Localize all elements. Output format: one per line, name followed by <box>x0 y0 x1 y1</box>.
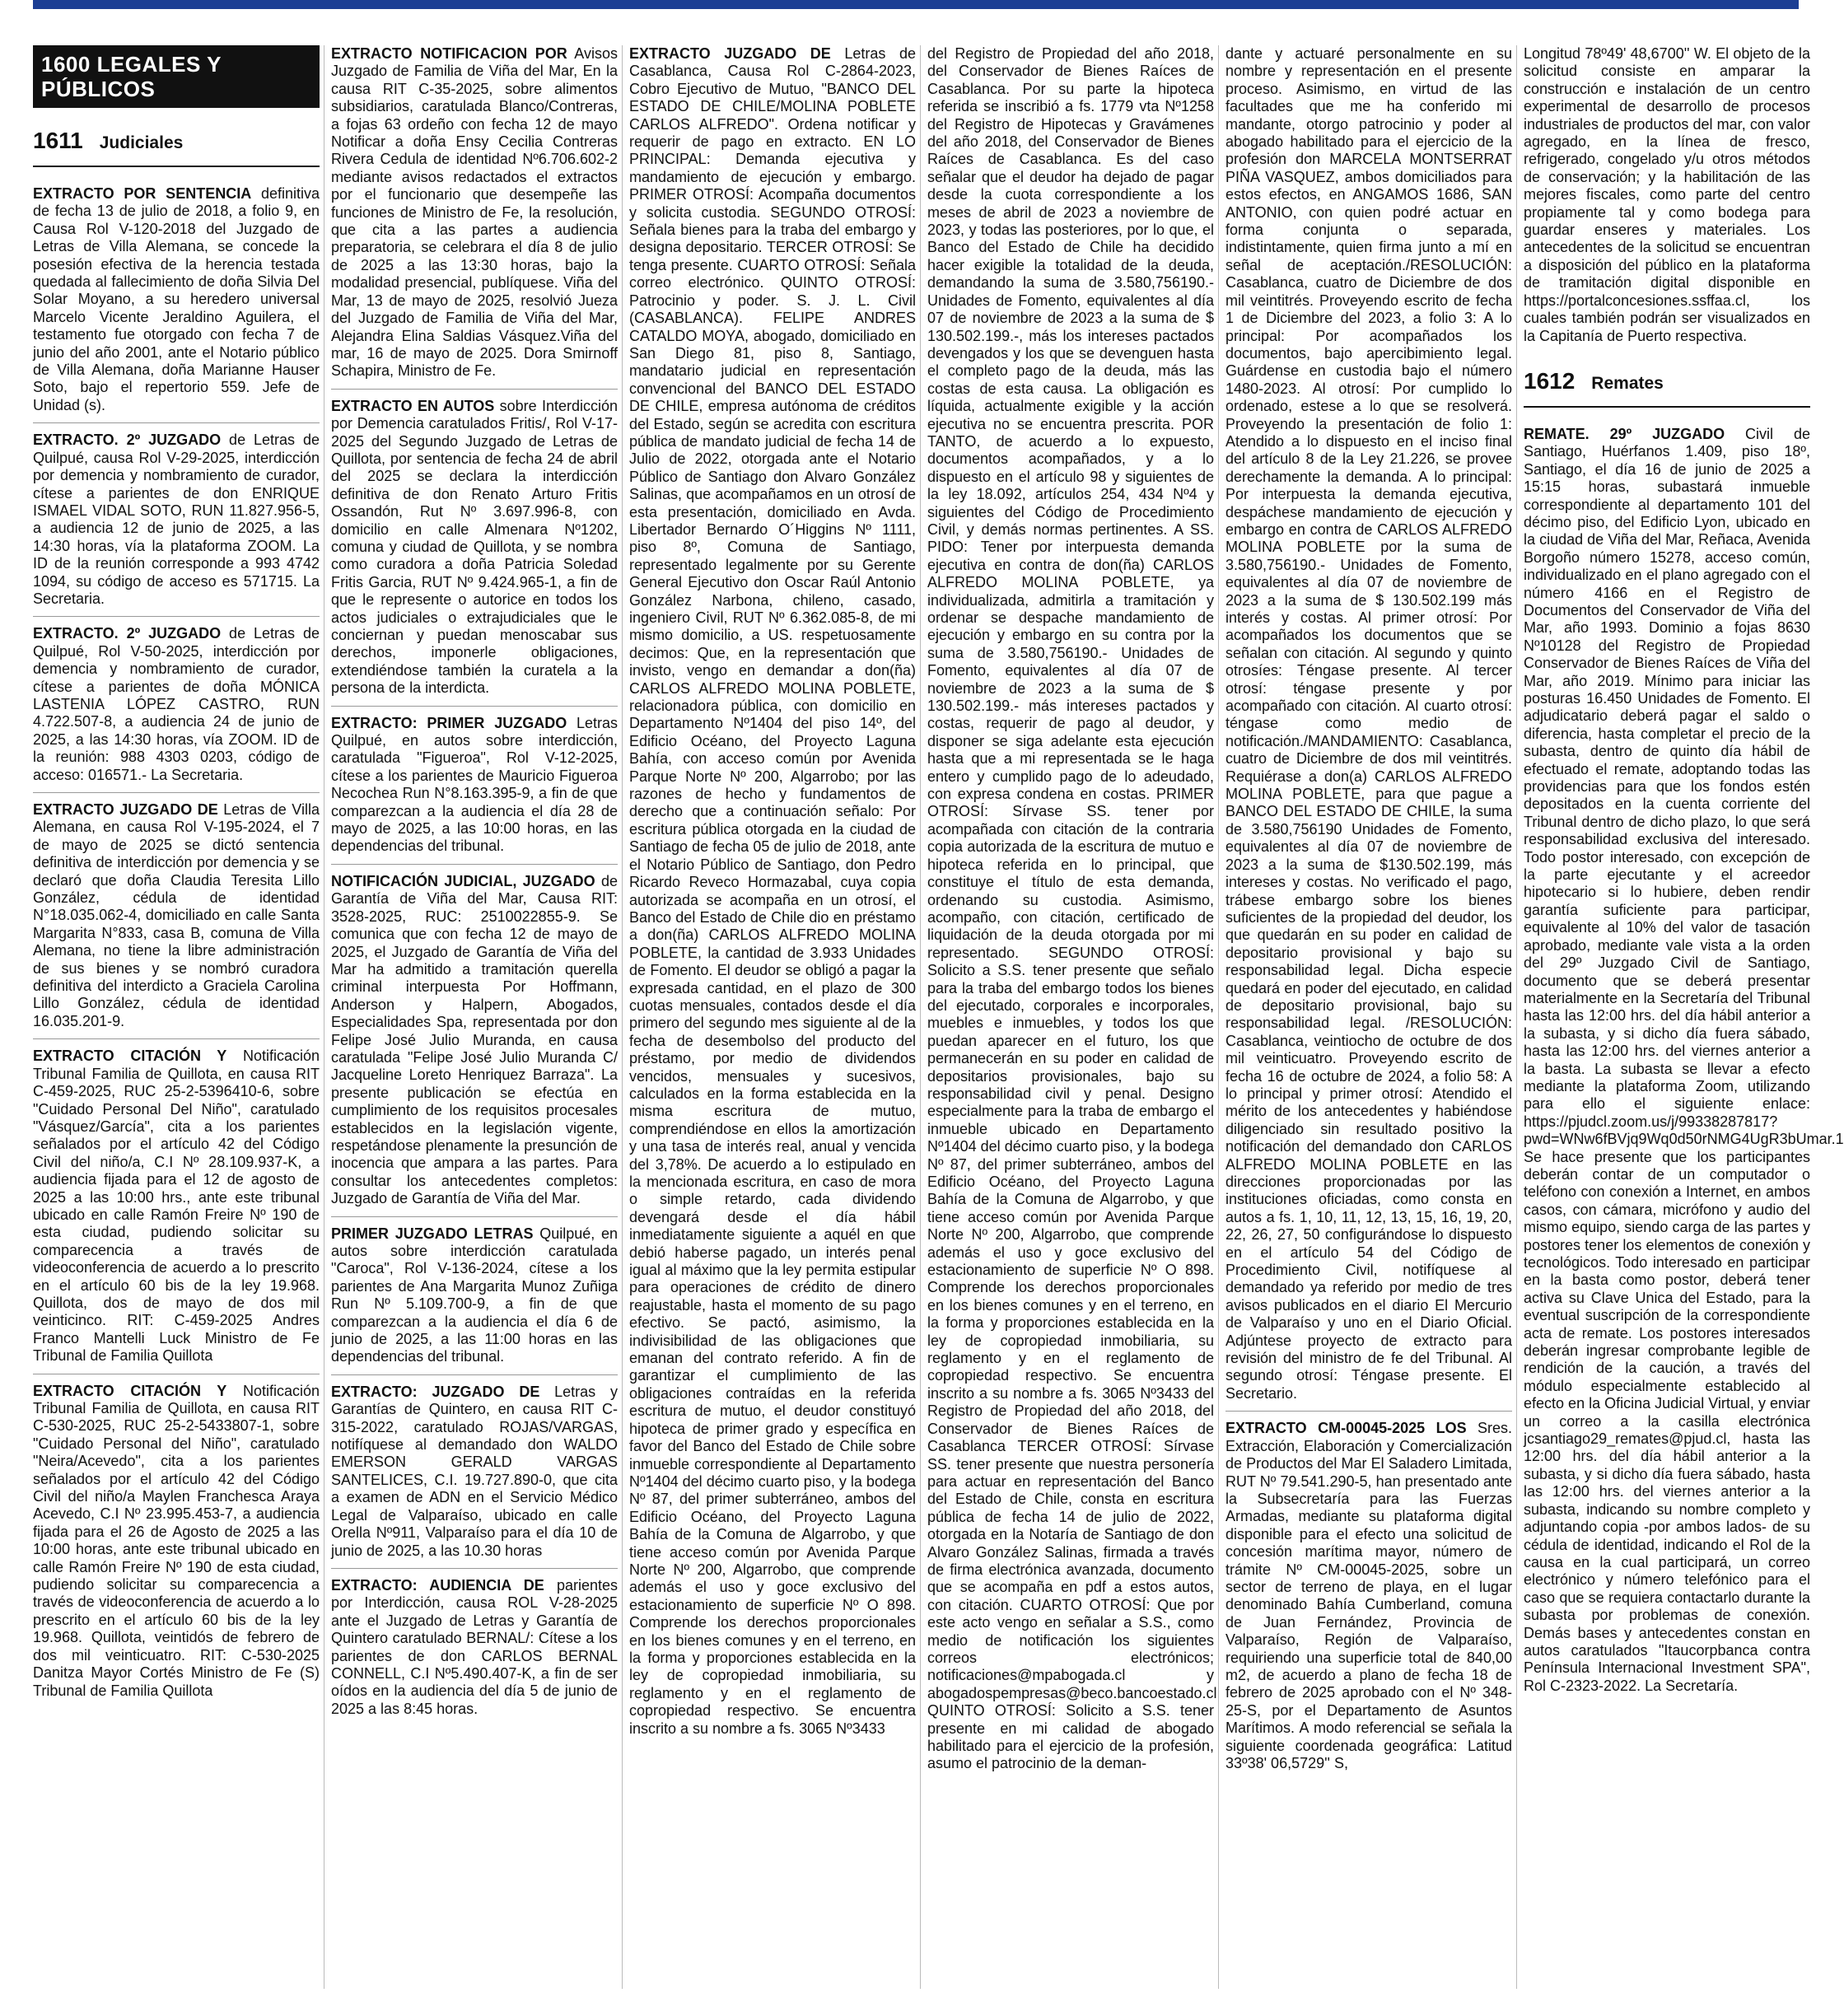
notice-heading: EXTRACTO JUZGADO DE <box>33 801 218 818</box>
column-divider <box>622 45 623 1989</box>
notice-list <box>1225 45 1512 1772</box>
subsection-label: Remates <box>1591 373 1664 393</box>
section-title: LEGALES Y PÚBLICOS <box>41 52 222 101</box>
column-1 <box>33 45 320 1989</box>
notice-heading: NOTIFICACIÓN JUDICIAL, JUZGADO <box>331 872 595 889</box>
notice-heading: PRIMER JUZGADO LETRAS <box>331 1225 534 1242</box>
column-6 <box>1524 45 1844 1989</box>
notice-body: Notificación Tribunal Familia de Quillota, en causa RIT C-459-2025, RUC 25-2-5396410-6, sobre "Cuidado Personal Del Niño", caratulado "Vásquez/García", cita a los parientes señalados por el artículo 42 del Código Civil del niño/a, C.I Nº 28.109.937-K, a audiencia fijada para el 12 de agosto de 2025 a las 10:00 hrs., ante este tribunal ubicado en calle Ramón Freire Nº 190 de esta ciudad, pudiendo solicitar su comparecencia a través de videoconferencia de acuerdo a lo prescrito en el artículo 60 bis de la ley 19.968. Quillota, dos de mayo de dos mil veinticinco. RIT: C-459-2025 Andres Franco Mantelli Luck Ministro de Fe Tribunal de Familia Quillota <box>33 1048 320 1365</box>
notice-body: del Registro de Propiedad del año 2018, del Conservador de Bienes Raíces de Casablanca. Por su parte la hipoteca referida se inscribió a fs. 1779 vta Nº1258 del Registro de Hipotecas y Gravámenes del año 2018, del Conservador de Bienes Raíces de Casablanca. Es del caso señalar que el deudor ha dejado de pagar desde la cuota correspondiente a los meses de abril de 2023 a noviembre de 2023, y todas las posteriores, por lo que, el Banco del Estado de Chile ha decidido hacer exigible la totalidad de la deuda, demandando la suma de 3.580,756190.- Unidades de Fomento, equivalentes al día 07 de noviembre de 2023 a la suma de $ 130.502.199.-, más los intereses pactados devengados y los que se devenguen hasta el completo pago de la deuda, más las costas de esta causa. La obligación es líquida, actualmente exigible y la acción ejecutiva no se encuentra prescrita. POR TANTO, de acuerdo a lo expuesto, documentos acompañados, y a lo dispuesto en el artículo 98 y siguientes de la ley 18.092, artículos 254, 434 Nº4 y siguientes del Código de Procedimiento Civil, y demás normas pertinentes. A SS. PIDO: Tener por interpuesta demanda ejecutiva en contra de don(ña) CARLOS ALFREDO MOLINA POBLETE, ya individualizada, admitirla a tramitación y ordenar se despache mandamiento de ejecución y embargo en su contra por la suma de 3.580,756190.- Unidades de Fomento, equivalentes al día 07 de noviembre de 2023 a la suma de $ 130.502.199.- más intereses pactados y costas, requerir de pago al deudor, y disponer se siga adelante esta ejecución hasta que a mi representada se le haga entero y cumplido pago de lo adeudado, con expresa condena en costas. PRIMER OTROSÍ: Sírvase SS. tener por acompañada con citación de la contraria copia autorizada de la escritura de mutuo e hipoteca referida en lo principal, que constituye el título de esta demanda, ordenando su custodia. Asimismo, acompaño, con citación, certificado de liquidación de la deuda otorgada por mi representado. SEGUNDO OTROSÍ: Solicito a S.S. tener presente que señalo para la traba del embargo todos los bienes del ejecutado, corporales e incorporales, muebles e inmuebles, y todos los que puedan aparecer en el futuro, los que permanecerán en su poder en calidad de depositarios provisionales, bajo su responsabilidad civil y penal. Designo especialmente para la traba de embargo el inmueble ubicado en Departamento Nº1404 del décimo cuarto piso, y la bodega Nº 87, del primer subterráneo, ambos del Edificio Océano, del Proyecto Laguna Bahía de la Comuna de Algarrobo, y que tiene acceso común por Avenida Parque Norte Nº 200, Algarrobo, que comprende además el uso y goce exclusivo del estacionamiento de superficie Nº O 898. Comprende los derechos proporcionales en los bienes comunes y en el terreno, en la forma y proporciones establecida en la ley de copropiedad inmobiliaria, su reglamento y en el reglamento de copropiedad respectivo. Se encuentra inscrito a su nombre a fs. 3065 Nº3433 del Registro de Propiedad del año 2018, del Conservador de Bienes Raíces de Casablanca TERCER OTROSÍ: Sírvase SS. tener presente que nuestra personería para actuar en representación del Banco del Estado de Chile, consta en escritura pública de fecha 14 de julio de 2022, otorgada en la Notaría de Santiago de don Alvaro González Salinas, firmada a través de firma electrónica avanzada, documento que se acompaña en pdf a estos autos, con citación. CUARTO OTROSÍ: Que por este acto vengo en señalar a S.S., como medio de notificación los siguientes correos electrónicos; notificaciones@mpabogada.cl y abogadospempresas@beco.bancoestado.cl QUINTO OTROSÍ: Solicito a S.S. tener presente en mi calidad de abogado habilitado para el ejercicio de la profesión, asumo el patrocinio de la deman- <box>927 45 1217 1772</box>
notice-heading: EXTRACTO JUZGADO DE <box>629 45 831 62</box>
column-5 <box>1225 45 1512 1989</box>
notice-heading: EXTRACTO: AUDIENCIA DE <box>331 1576 544 1594</box>
notice-body: dante y actuaré personalmente en su nombre y representación en el presente proceso. Asimismo, en virtud de las facultades que me ha conferido mi mandante, otorgo patrocinio y poder al abogado habilitado para el ejercicio de la profesión don MARCELA MONTSERRAT PIÑA VASQUEZ, ambos domiciliados para estos efectos, en ANGAMOS 1686, SAN ANTONIO, con quien podré actuar en forma conjunta o separada, indistintamente, quien firma junto a mí en señal de aceptación./RESOLUCIÓN: Casablanca, cuatro de Diciembre de dos mil veintitrés. Proveyendo escrito de fecha 1 de Diciembre del 2023, a folio 3: A lo principal: Por acompañados los documentos, bajo apercibimiento legal. Guárdense en custodia bajo el número 1480-2023. Al otrosí: Por cumplido lo ordenado, estese a lo que se resolverá. Proveyendo la presentación de folio 1: Atendido a lo dispuesto en el inciso final del artículo 8 de la Ley 21.226, se provee derechamente la demanda. A lo principal: Por interpuesta la demanda ejecutiva, despáchese mandamiento de ejecución y embargo en contra de CARLOS ALFREDO MOLINA POBLETE por la suma de 3.580,756190.- Unidades de Fomento, equivalentes al día 07 de noviembre de 2023 a la suma de $ 130.502.199 más interés y costas. Al primer otrosí: Por acompañados los documentos que se señalan con citación. Al segundo y quinto otrosíes: Téngase presente. Al tercer otrosí: téngase presente y por acompañado con citación. Al cuarto otrosí: téngase como medio de notificación./MANDAMIENTO: Casablanca, cuatro de Diciembre de dos mil veintitrés. Requiérase a don(a) CARLOS ALFREDO MOLINA POBLETE, para que pague a BANCO DEL ESTADO DE CHILE, la suma de 3.580,756190 Unidades de Fomento, equivalentes al día 07 de noviembre de 2023 a la suma de $130.502.199, más intereses y costas. No verificado el pago, trábese embargo sobre los bienes suficientes de la propiedad del deudor, los que quedarán en su poder en calidad de depositario provisional y bajo su responsabilidad legal. Dicha especie quedará en poder del ejecutado, en calidad de depositario provisional, bajo su responsabilidad legal. /RESOLUCIÓN: Casablanca, veintiocho de octubre de dos mil veinticuatro. Proveyendo escrito de fecha 16 de octubre de 2024, a folio 58: A lo principal y primer otrosí: Atendido el mérito de los antecedentes y habiéndose diligenciado sin resultado positivo la notificación del demandado don CARLOS ALFREDO MOLINA POBLETE en las direcciones proporcionadas por las instituciones oficiadas, como consta en autos a fs. 1, 10, 11, 12, 13, 15, 16, 19, 20, 22, 26, 27, 50 configurándose lo dispuesto en el artículo 54 del Código de Procedimiento Civil, notifíquese al demandado ya referido por medio de tres avisos publicados en el diario El Mercurio de Valparaíso y uno en el Diario Oficial. Adjúntese proyecto de extracto para revisión del ministro de fe del Tribunal. Al segundo otrosí: Téngase presente. El Secretario. <box>1225 45 1512 1402</box>
notice-body: sobre Interdicción por Demencia caratulados Fritis/, Rol V-17-2025 del Segundo Juzgado de Letras de Quillota, por sentencia de fecha 24 de abril del 2025 se declara la interdicción definitiva de don Renato Arturo Fritis Ossandón, Rut Nº 3.697.996-8, con domicilio en calle Almenara Nº1202, comuna y ciudad de Quillota, y se nombra como curadora a doña Patricia Soledad Fritis Garcia, RUT Nº 9.424.965-1, a fin de que le represente o autorice en todos los actos judiciales o extrajudiciales que le conciernan y puedan menoscabar sus derechos, imponerle obligaciones, extendiéndose también la curatela a la persona de la interdicta. <box>331 397 618 697</box>
notice-body: Quilpué, en autos sobre interdicción caratulada "Caroca", Rol V-136-2024, cítese a los parientes de Ana Margarita Munoz Zuñiga Run Nº 5.109.700-9, a fin de que comparezcan a la audiencia el día 6 de junio de 2025, a las 11:00 horas en las dependencias del tribunal. <box>331 1225 618 1365</box>
subsection-label: Judiciales <box>99 133 184 152</box>
notice-heading: EXTRACTO POR SENTENCIA <box>33 185 252 202</box>
notice-body: definitiva de fecha 13 de julio de 2018, a folio 9, en Causa Rol V-120-2018 del Juzgado de Letras de Villa Alemana, se concede la posesión efectiva de la herencia testada quedada al fallecimiento de doña Silvia Del Solar Moyano, a su heredero universal Marcelo Vicente Jeraldino Aguilera, el testamento fue otorgado con fecha 7 de junio del año 2001, ante el Notario público de Villa Alemana, doña Marianne Hauser Soto, bajo el repertorio 559. Jefe de Unidad (s). <box>33 185 320 413</box>
legal-notice <box>629 45 916 1738</box>
notice-heading: EXTRACTO NOTIFICACION POR <box>331 45 567 62</box>
legal-notice <box>331 1568 618 1718</box>
notice-heading: EXTRACTO. 2º JUZGADO <box>33 432 222 449</box>
subsection-header-judiciales <box>33 128 320 167</box>
notice-list <box>1524 425 1844 1695</box>
column-divider <box>920 45 921 1989</box>
legal-notice <box>33 1038 320 1365</box>
section-number: 1600 <box>41 52 91 77</box>
notice-heading: EXTRACTO CM-00045-2025 LOS <box>1225 1420 1467 1437</box>
notice-body: Civil de Santiago, Huérfanos 1.409, piso 18º, Santiago, el día 16 de junio de 2025 a 15:15 horas, subastará inmueble correspondiente al departamento 101 del décimo piso, del Edificio Lyon, ubicado en la ciudad de Viña del Mar, Reñaca, Avenida Borgoño número 15278, acceso común, individualizado en el plano agregado con el número 4166 en el Registro de Documentos del Conservador de Viña del Mar, año 1993. Dominio a fojas 8630 Nº10128 del Registro de Propiedad Conservador de Bienes Raíces de Viña del Mar, año 2019. Mínimo para iniciar las posturas 16.450 Unidades de Fomento. El adjudicatario deberá pagar el saldo o diferencia, hasta completar el precio de la subasta, dentro de quinto día hábil de efectuado el remate, adoptando todas las providencias para que los fondos estén depositados en la cuenta corriente del Tribunal dentro de dicho plazo, lo que será responsabilidad exclusiva del interesado. Todo postor interesado, con excepción de la parte ejecutante y el acreedor hipotecario si lo hubiere, deben rendir garantía suficiente para participar, equivalente al 10% del valor de tasación aprobado, mediante vale vista a la orden del 29º Juzgado Civil de Santiago, documento que se deberá presentar materialmente en la Secretaría del Tribunal hasta las 12:00 hrs. del día hábil anterior a la subasta, y si dicho día fuera sábado, hasta las 12:00 hrs. del viernes anterior a la basta. La subasta se llevar a efecto mediante la plataforma Zoom, utilizando para ello el siguiente enlace: https://pjudcl.zoom.us/j/99338287817?pwd=WNw6fBVjq9Wq0d50rNMG4UgR3bUmar.1 Se hace presente que los participantes deberán contar de un computador o teléfono con conexión a Internet, en ambos casos, con cámara, micrófono y audio del mismo equipo, siendo carga de las partes y postores tener los elementos de conexión y tecnológicos. Todo interesado en participar en la basta como postor, deberá tener activa su Clave Unica del Estado, para la eventual suscripción de la correspondiente acta de remate. Los postores interesados deberán ingresar comprobante legible de rendición de la caución, a través del módulo especialmente establecido al efecto en la Oficina Judicial Virtual, y enviar un correo a la casilla electrónica jcsantiago29_remates@pjud.cl, hasta las 12:00 hrs. del día hábil anterior a la subasta, y si dicho día fuera sábado, hasta las 12:00 hrs. del viernes anterior a la subasta, indicando su nombre completo y adjuntando copia -por ambos lados- de su cédula de identidad, indicando el Rol de la causa en la cual participará, un correo electrónico y número telefónico para el caso que se requiera contactarlo durante la subasta por problemas de conexión. Demás bases y antecedentes constan en autos caratulados "Itaucorpbanca contra Península Internacional Investment SPA", Rol C-2323-2022. La Secretaría. <box>1524 425 1844 1694</box>
legal-notice <box>1524 45 1810 345</box>
notice-heading: EXTRACTO. 2º JUZGADO <box>33 625 222 642</box>
legal-notice <box>331 1216 618 1366</box>
notice-body: Letras y Garantías de Quintero, en causa RIT C-315-2022, caratulado ROJAS/VARGAS, notifíquese al demandado don WALDO EMERSON GERALD VARGAS SANTELICES, C.I. 19.727.890-0, que cita a examen de ADN en el Servicio Médico Legal de Valparaíso, ubicado en calle Orella Nº911, Valparaíso para el día 10 de junio de 2025, a las 10.30 horas <box>331 1383 618 1559</box>
notice-heading: EXTRACTO: JUZGADO DE <box>331 1383 540 1400</box>
notice-body: de Letras de Quilpué, Rol V-50-2025, interdicción por demencia y nombramiento de curador, cítese a parientes de doña MÓNICA LASTENIA LÓPEZ CASTRO, RUN 4.722.507-8, a audiencia 24 de junio de 2025, a las 14:30 horas, vía ZOOM. ID de la reunión: 988 4303 0203, código de acceso: 016571.- La Secretaria. <box>33 625 320 783</box>
section-header <box>33 45 320 108</box>
notice-list <box>1524 45 1810 345</box>
legal-notice <box>33 792 320 1030</box>
legal-notice <box>1225 1411 1512 1772</box>
notice-heading: REMATE. 29º JUZGADO <box>1524 425 1725 442</box>
subsection-number: 1611 <box>33 128 83 153</box>
legal-notice <box>1524 425 1844 1695</box>
legal-notice <box>1225 45 1512 1402</box>
notice-heading: EXTRACTO CITACIÓN Y <box>33 1048 227 1065</box>
legal-notice <box>33 185 320 414</box>
legal-notice <box>33 422 320 608</box>
legal-notice <box>331 1374 618 1560</box>
notice-list <box>629 45 916 1738</box>
column-divider <box>1516 45 1517 1989</box>
notice-body: Letras Quilpué, en autos sobre interdicción, caratulada "Figueroa", Rol V-12-2025, cítese a los parientes de Mauricio Figueroa Necochea Run N°8.163.395-9, a fin de que comparezcan a la audiencia el día 28 de mayo de 2025, a las 10:00 horas, en las dependencias del tribunal. <box>331 714 618 855</box>
notice-heading: EXTRACTO EN AUTOS <box>331 397 495 414</box>
column-divider <box>1218 45 1219 1989</box>
notice-body: de Letras de Quilpué, causa Rol V-29-2025, interdicción por demencia y nombramiento de curador, cítese a parientes de don ENRIQUE ISMAEL VIDAL SOTO, RUN 11.827.956-5, a audiencia 12 de junio de 2025, a las 14:30 horas, vía la plataforma ZOOM. La ID de la reunión corresponde a 993 4742 1094, su código de acceso es 571715. La Secretaria. <box>33 432 320 607</box>
notice-body: Sres. Extracción, Elaboración y Comercialización de Productos del Mar El Saladero Limitada, RUT Nº 79.541.290-5, han presentado ante la Subsecretaría para las Fuerzas Armadas, mediante su plataforma digital disponible para el efecto una solicitud de concesión marítima mayor, número de trámite Nº CM-00045-2025, sobre un sector de terreno de playa, en el lugar denominado Bahía Cumberland, comuna de Juan Fernández, Provincia de Valparaíso, Región de Valparaíso, requiriendo una superficie total de 840,00 m2, de acuerdo a plano de fecha 18 de febrero de 2025 aprobado con el Nº 348-25-S, por el Departamento de Asuntos Marítimos. A modo referencial se señala la siguiente coordenada geográfica: Latitud 33º38' 06,5729'' S, <box>1225 1420 1512 1771</box>
column-4 <box>927 45 1217 1989</box>
legal-notice <box>927 45 1217 1773</box>
notice-heading: EXTRACTO CITACIÓN Y <box>33 1382 227 1399</box>
legal-notice <box>331 864 618 1208</box>
top-brand-bar <box>33 0 1799 9</box>
legal-notice <box>331 706 618 856</box>
notice-body: de Garantía de Viña del Mar, Causa RIT: 3528-2025, RUC: 2510022855-9. Se comunica que con fecha 12 de mayo de 2025, el Juzgado de Garantía de Viña del Mar ha admitido a tramitación querella criminal interpuesta Por Hoffmann, Anderson y Halpern, Abogados, Especialidades Spa, representada por don Felipe José Julio Muranda, en causa caratulada "Felipe José Julio Muranda C/ Jacqueline Loreto Henriquez Barraza". La presente publicación se efectúa en cumplimiento de los requisitos procesales establecidos en la legislación vigente, respetándose plenamente la presunción de inocencia que ampara a las partes. Para consultar los antecedentes completos: Juzgado de Garantía de Viña del Mar. <box>331 872 618 1207</box>
notice-list <box>33 185 320 1700</box>
subsection-header-remates <box>1524 368 1810 408</box>
notice-body: Avisos Juzgado de Familia de Viña del Mar, En la causa RIT C-35-2025, sobre alimentos subsidiarios, caratulada Blanco/Contreras, a fojas 63 ordeño con fecha 12 de mayo Notificar a doña Ensy Cecilia Contreras Rivera Cedula de identidad Nº6.706.602-2 mediante avisos redactados el extractos por el funcionario que desempeñe las funciones de Ministro de Fe, la resolución, que cita a las partes a audiencia preparatoria, se celebrara el día 8 de julio de 2025 a las 13:30 horas, bajo la modalidad presencial, publíquese. Viña del Mar, 13 de mayo de 2025, resolvió Jueza del Juzgado de Familia de Viña del Mar, Alejandra Elina Saldias Vásquez.Viña del mar, 16 de mayo de 2025. Dora Smirnoff Schapira, Ministro de Fe. <box>331 45 618 380</box>
notice-body: Letras de Villa Alemana, en causa Rol V-195-2024, el 7 de mayo de 2025 se dictó sentencia definitiva de interdicción por demencia y se declaró que doña Claudia Teresita Lillo González, cédula de identidad N°18.035.062-4, domiciliado en calle Santa Margarita N°833, casa B, comuna de Villa Alemana, no tiene la libre administración de sus bienes y se nombró curadora definitiva del interdicto a Graciela Carolina Lillo González, cédula de identidad 16.035.201-9. <box>33 801 320 1029</box>
notice-body: Notificación Tribunal Familia de Quillota, en causa RIT C-530-2025, RUC 25-2-5433807-1, sobre "Cuidado Personal del Niño", caratulado "Neira/Acevedo", cita a los parientes señalados por el artículo 42 del Código Civil del niño/a Maylen Franchesca Araya Acevedo, C.I Nº 23.995.453-7, a audiencia fijada para el 26 de Agosto de 2025 a las 10:00 horas, ante este tribunal ubicado en calle Ramón Freire Nº 190 de esta ciudad, pudiendo solicitar su comparecencia a través de videoconferencia de acuerdo a lo prescrito en el artículo 60 bis de la ley 19.968. Quillota, veintidós de febrero de dos mil veinticuatro. RIT: C-530-2025 Danitza Mayor Cortés Ministro de Fe (S) Tribunal de Familia Quillota <box>33 1382 320 1699</box>
legal-notice <box>33 1374 320 1700</box>
legal-notice <box>331 45 618 380</box>
legal-notice <box>331 389 618 698</box>
column-2 <box>331 45 618 1989</box>
notice-heading: EXTRACTO: PRIMER JUZGADO <box>331 714 567 731</box>
notice-list <box>331 45 618 1718</box>
notice-body: parientes por Interdicción, causa ROL V-28-2025 ante el Juzgado de Letras y Garantía de Quintero caratulado BERNAL/: Cítese a los parientes de don CARLOS BERNAL CONNELL, C.I Nº5.490.407-K, a fin de ser oídos en la audiencia del día 5 de junio de 2025 a las 8:45 horas. <box>331 1576 618 1717</box>
legal-notice <box>33 616 320 784</box>
subsection-number: 1612 <box>1524 367 1576 394</box>
column-3 <box>629 45 916 1989</box>
notice-list <box>927 45 1217 1773</box>
notice-body: Letras de Casablanca, Causa Rol C-2864-2023, Cobro Ejecutivo de Mutuo, "BANCO DEL ESTADO DE CHILE/MOLINA POBLETE CARLOS ALFREDO". Ordena notificar y requerir de pago en extracto. EN LO PRINCIPAL: Demanda ejecutiva y mandamiento de ejecución y embargo. PRIMER OTROSÍ: Acompaña documentos y solicita custodia. SEGUNDO OTROSÍ: Señala bienes para la traba del embargo y designa depositario. TERCER OTROSÍ: Se tenga presente. CUARTO OTROSÍ: Señala correo electrónico. QUINTO OTROSÍ: Patrocinio y poder. S. J. L. Civil (CASABLANCA). FELIPE ANDRES CATALDO MOYA, abogado, domiciliado en San Diego 81, piso 8, Santiago, mandatario judicial en representación convencional del BANCO DEL ESTADO DE CHILE, empresa autónoma de créditos del Estado, según se acredita con escritura pública de mandato judicial de fecha 14 de Julio de 2022, otorgada ante el Notario Público de Santiago don Alvaro González Salinas, que acompañamos en un otrosí de esta presentación, domiciliado en Avda. Libertador Bernardo O´Higgins Nº 1111, piso 8º, Comuna de Santiago, representado legalmente por su Gerente General Ejecutivo don Oscar Raúl Antonio González Narbona, chileno, casado, ingeniero Civil, RUT Nº 6.362.085-8, de mi mismo domicilio, a US. respetuosamente decimos: Que, en la representación que invisto, vengo en demandar a don(ña) CARLOS ALFREDO MOLINA POBLETE, relacionadora pública, con domicilio en Departamento Nº1404 del piso 14º, del Edificio Océano, del Proyecto Laguna Bahía, con acceso común por Avenida Parque Norte Nº 200, Algarrobo; por las razones de hecho y fundamentos de derecho que a continuación señalo: Por escritura pública otorgada en la ciudad de Santiago de fecha 05 de julio de 2018, ante el Notario Público de Santiago, don Pedro Ricardo Reveco Hormazabal, cuya copia autorizada se acompaña en un otrosí, el Banco del Estado de Chile dio en préstamo a don(ña) CARLOS ALFREDO MOLINA POBLETE, la cantidad de 3.933 Unidades de Fomento. El deudor se obligó a pagar la expresada cantidad, en el plazo de 300 cuotas mensuales, contados desde el día primero del segundo mes siguiente al de la fecha de desembolso del producto del préstamo, por medio de dividendos vencidos, mensuales y sucesivos, calculados en la forma establecida en la misma escritura de mutuo, comprendiéndose en ellos la amortización y una tasa de interés real, anual y vencida del 3,78%. De acuerdo a lo estipulado en la mencionada escritura, en caso de mora o simple retardo, cada dividendo devengará desde el día hábil inmediatamente siguiente a aquél en que debió haberse pagado, un interés penal igual al máximo que la ley permita estipular para operaciones de crédito de dinero reajustable, hasta el momento de su pago efectivo. Se pactó, asimismo, la indivisibilidad de las obligaciones que emanan del contrato referido. A fin de garantizar el cumplimiento de las obligaciones contraídas en la referida escritura de mutuo, el deudor constituyó hipoteca de primer grado y específica en favor del Banco del Estado de Chile sobre inmueble correspondiente al Departamento Nº1404 del décimo cuarto piso, y la bodega Nº 87, del primer subterráneo, ambos del Edificio Océano, del Proyecto Laguna Bahía de la Comuna de Algarrobo, y que tiene acceso común por Avenida Parque Norte Nº 200, Algarrobo, que comprende además el uso y goce exclusivo del estacionamiento de superficie Nº O 898. Comprende los derechos proporcionales en los bienes comunes y en el terreno, en la forma y proporciones establecida en la ley de copropiedad inmobiliaria, su reglamento y en el reglamento de copropiedad respectivo. Se encuentra inscrito a su nombre a fs. 3065 Nº3433 <box>629 45 916 1737</box>
notice-body: Longitud 78º49' 48,6700'' W. El objeto de la solicitud consiste en amparar la construcción e instalación de un centro experimental de desarrollo de procesos industriales de productos del mar, con valor agregado, en la línea de fresco, refrigerado, congelado y/u otros métodos de conservación; y la habilitación de las mejores fiscales, como parte del centro propiamente tal y como bodega para guardar enseres y materiales. Los antecedentes de la solicitud se encuentran a disposición del público en la plataforma de tramitación digital disponible en https://portalconcesiones.ssffaa.cl, los cuales también podrán ser visualizados en la Capitanía de Puerto respectiva. <box>1524 45 1810 344</box>
